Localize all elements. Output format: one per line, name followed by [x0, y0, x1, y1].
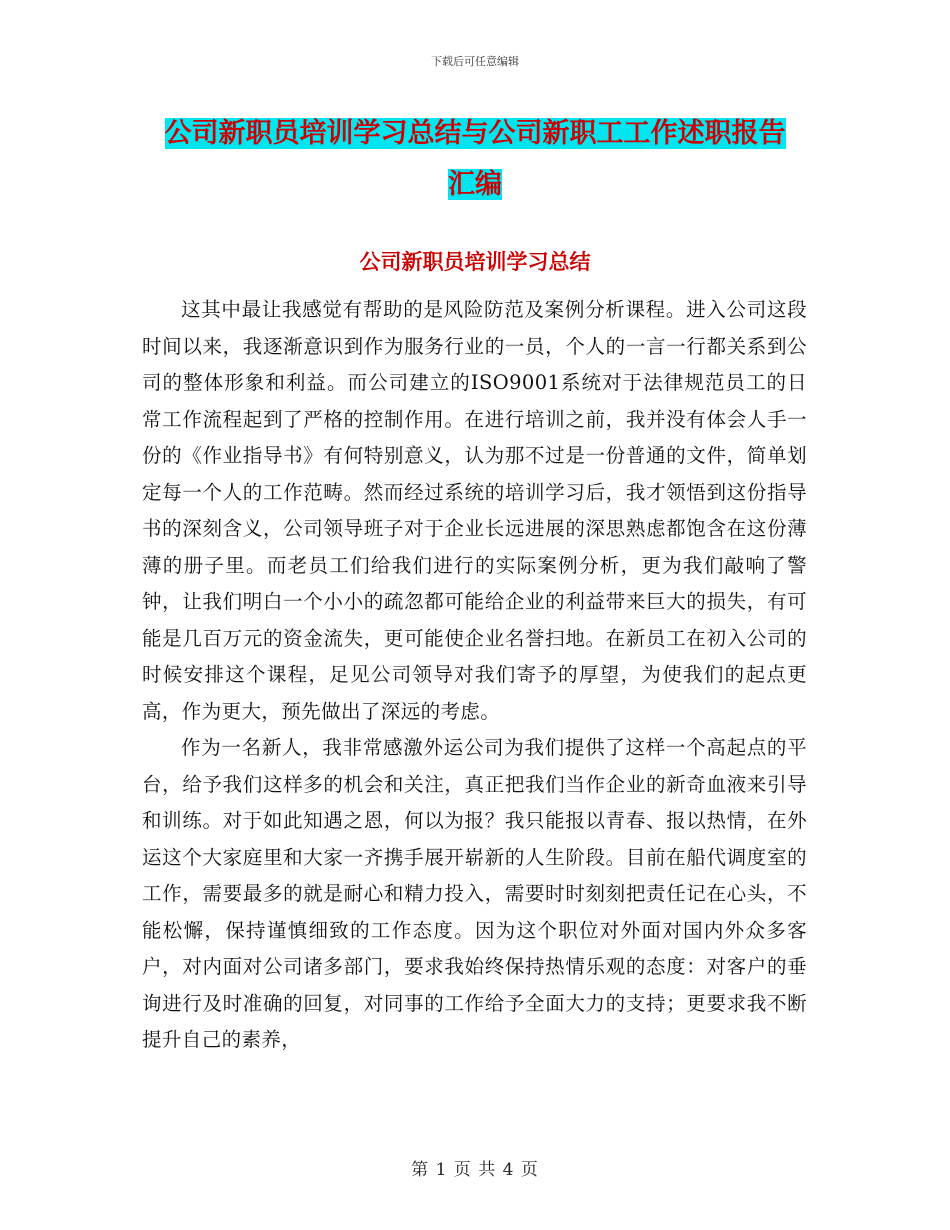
document-title-line-1: 公司新职员培训学习总结与公司新职工工作述职报告	[164, 118, 786, 149]
document-title-line-2: 汇编	[448, 169, 502, 200]
page-number: 第 1 页 共 4 页	[411, 1160, 539, 1180]
paragraph: 作为一名新人，我非常感激外运公司为我们提供了这样一个高起点的平台，给予我们这样多的机会和关注，真正把我们当作企业的新奇血液来引导和训练。对于如此知遇之恩，何以为报？我只能报以青春、报以热情，在外运这个大家庭里和大家一齐携手展开崭新的人生阶段。目前在船代调度室的工作，需要最多的就是耐心和精力投入，需要时时刻刻把责任记在心头，不能松懈，保持谨慎细致的工作态度。因为这个职位对外面对国内外众多客户，对内面对公司诸多部门，要求我始终保持热情乐观的态度：对客户的垂询进行及时准确的回复，对同事的工作给予全面大力的支持；更要求我不断提升自己的素养，	[142, 736, 807, 1051]
section-title: 公司新职员培训学习总结	[359, 250, 591, 274]
body-text	[142, 292, 807, 1059]
document-title	[150, 108, 800, 210]
page-header-note: 下载后可任意编辑	[431, 55, 519, 68]
paragraph: 这其中最让我感觉有帮助的是风险防范及案例分析课程。进入公司这段时间以来，我逐渐意识到作为服务行业的一员，个人的一言一行都关系到公司的整体形象和利益。而公司建立的ISO9001系统对于法律规范员工的日常工作流程起到了严格的控制作用。在进行培训之前，我并没有体会人手一份的《作业指导书》有何特别意义，认为那不过是一份普通的文件，简单划定每一个人的工作范畴。然而经过系统的培训学习后，我才领悟到这份指导书的深刻含义，公司领导班子对于企业长远进展的深思熟虑都饱含在这份薄薄的册子里。而老员工们给我们进行的实际案例分析，更为我们敲响了警钟，让我们明白一个小小的疏忽都可能给企业的利益带来巨大的损失，有可能是几百万元的资金流失，更可能使企业名誉扫地。在新员工在初入公司的时候安排这个课程，足见公司领导对我们寄予的厚望，为使我们的起点更高，作为更大，预先做出了深远的考虑。	[142, 298, 807, 723]
